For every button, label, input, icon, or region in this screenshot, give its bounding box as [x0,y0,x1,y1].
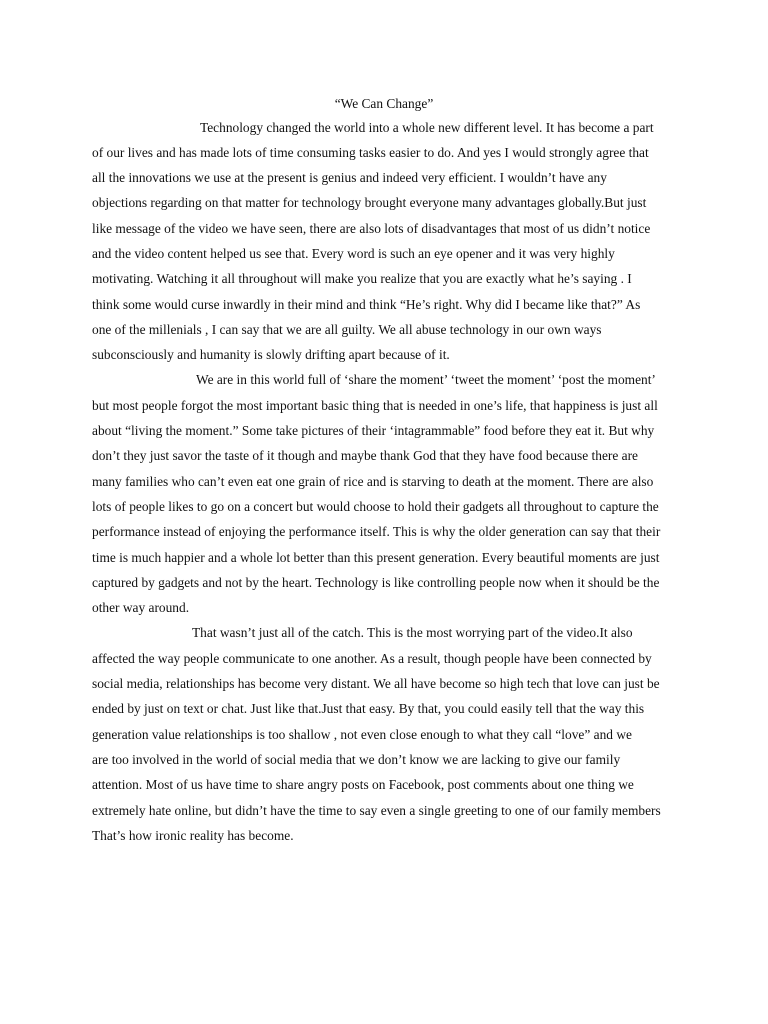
paragraph-3-line: That wasn’t just all of the catch. This is the most worrying part of the video.It also [192,625,633,641]
paragraph-3-line: attention. Most of us have time to share angry posts on Facebook, post comments about one thing we [92,777,634,793]
paragraph-3-line: ended by just on text or chat. Just like that.Just that easy. By that, you could easily tell that the way this [92,701,645,717]
paragraph-2-line: many families who can’t even eat one grain of rice and is starving to death at the moment. There are also [92,473,654,489]
document-title: “We Can Change” [334,96,434,111]
paragraph-2-line: captured by gadgets and not by the heart. Technology is like controlling people now when it should be the [92,574,660,590]
document-body [92,115,682,849]
paragraph-2-line: about “living the moment.” Some take pictures of their ‘intagrammable” food before they eat it. But why [92,423,655,439]
paragraph-3-line: extremely hate online, but didn’t have the time to say even a single greeting to one of our family members [92,802,661,818]
paragraph-1-line: one of the millenials , I can say that we are all guilty. We all abuse technology in our own ways [92,321,602,337]
paragraph-3-line: are too involved in the world of social media that we don’t know we are lacking to give our family [92,751,621,767]
paragraph-3-line: affected the way people communicate to one another. As a result, though people have been connected by [92,650,652,666]
paragraph-3-line: generation value relationships is too shallow , not even close enough to what they call “love” and we [92,726,632,742]
paragraph-2-line: We are in this world full of ‘share the moment’ ‘tweet the moment’ ‘post the moment’ [196,372,656,388]
paragraph-1-line: of our lives and has made lots of time consuming tasks easier to do. And yes I would strongly agree that [92,144,649,160]
paragraph-2-line: other way around. [92,600,190,616]
paragraph-3-line: That’s how ironic reality has become. [92,827,294,843]
paragraph-1-line: subconsciously and humanity is slowly drifting apart because of it. [92,347,450,363]
paragraph-1-line: Technology changed the world into a whole new different level. It has become a part [200,119,654,135]
paragraph-2-line: but most people forgot the most important basic thing that is needed in one’s life, that happiness is just all [92,397,658,413]
paragraph-1-line: all the innovations we use at the present is genius and indeed very efficient. I wouldn’t have any [92,170,607,186]
paragraph-1-line: and the video content helped us see that. Every word is such an eye opener and it was very highly [92,245,615,261]
paragraph-1-line: like message of the video we have seen, there are also lots of disadvantages that most of us didn’t notice [92,220,651,236]
paragraph-3-line: social media, relationships has become very distant. We all have become so high tech that love can just be [92,676,660,692]
paragraph-2-line: don’t they just savor the taste of it though and maybe thank God that they have food because there are [92,448,639,464]
paragraph-1-line: think some would curse inwardly in their mind and think “He’s right. Why did I became like that?” As [92,296,641,312]
paragraph-1-line: motivating. Watching it all throughout will make you realize that you are exactly what he’s saying . I [92,271,632,287]
paragraph-1-line: objections regarding on that matter for technology brought everyone many advantages globally.But just [92,195,647,211]
paragraph-2-line: performance instead of enjoying the performance itself. This is why the older generation can say that their [92,524,661,540]
paragraph-2-line: lots of people likes to go on a concert but would choose to hold their gadgets all throughout to capture the [92,498,659,514]
paragraph-2-line: time is much happier and a whole lot better than this present generation. Every beautiful moments are just [92,549,660,565]
